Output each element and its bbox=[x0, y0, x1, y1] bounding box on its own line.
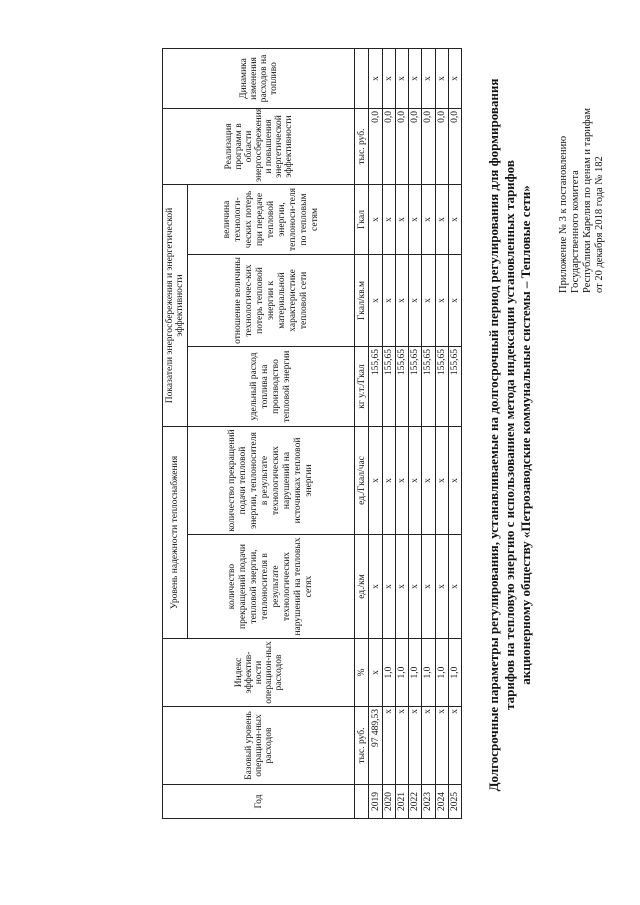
table-row bbox=[448, 48, 461, 818]
header-col-2: Индекс эффектив-ности операцион-ных расходов bbox=[163, 639, 355, 707]
data-cell: 155,65 bbox=[422, 346, 435, 426]
data-cell: 155,65 bbox=[435, 346, 448, 426]
data-cell: x bbox=[369, 184, 382, 254]
parameters-table bbox=[162, 48, 462, 819]
data-cell: x bbox=[369, 426, 382, 534]
year-cell: 2022 bbox=[409, 785, 422, 819]
data-cell: x bbox=[448, 707, 461, 785]
title-line: акционерному обществу «Петрозаводские коммунальные системы – Тепловые сети» bbox=[518, 185, 533, 685]
data-cell: x bbox=[395, 426, 408, 534]
title-line: тарифов на тепловую энергию с использованием метода индексации установленных тарифов bbox=[502, 160, 517, 710]
header-col-5: удельный расход топлива на производство тепловой энергии bbox=[188, 346, 355, 426]
data-cell: x bbox=[448, 48, 461, 108]
header-col-7: величина технологи-ческих потерь при передаче тепловой энергии, теплоноси-теля по тепловым сетям bbox=[188, 184, 355, 254]
data-cell: x bbox=[409, 426, 422, 534]
data-cell: x bbox=[435, 426, 448, 534]
data-cell: x bbox=[422, 254, 435, 346]
unit-cell: Гкал bbox=[355, 184, 369, 254]
data-cell: 0,0 bbox=[435, 108, 448, 184]
table-row bbox=[369, 48, 382, 818]
year-cell: 2025 bbox=[448, 785, 461, 819]
data-cell: x bbox=[422, 48, 435, 108]
data-cell: 155,65 bbox=[382, 346, 395, 426]
data-cell: x bbox=[395, 254, 408, 346]
data-cell: x bbox=[435, 254, 448, 346]
data-cell: 0,0 bbox=[448, 108, 461, 184]
data-cell: x bbox=[395, 48, 408, 108]
unit-cell: % bbox=[355, 639, 369, 707]
header-group-row bbox=[163, 48, 188, 818]
unit-cell: Гкал/кв.м bbox=[355, 254, 369, 346]
data-cell: x bbox=[435, 707, 448, 785]
data-cell: x bbox=[435, 535, 448, 639]
data-cell: x bbox=[409, 48, 422, 108]
data-cell: x bbox=[409, 254, 422, 346]
year-cell: 2019 bbox=[369, 785, 382, 819]
data-cell: x bbox=[382, 535, 395, 639]
document-title bbox=[486, 55, 534, 815]
data-cell: x bbox=[369, 48, 382, 108]
data-cell: x bbox=[395, 184, 408, 254]
data-cell: x bbox=[369, 535, 382, 639]
table-row bbox=[395, 48, 408, 818]
unit-cell: тыс. руб. bbox=[355, 707, 369, 785]
data-cell: 97 489,53 bbox=[369, 707, 382, 785]
data-cell: x bbox=[409, 535, 422, 639]
table-body bbox=[369, 48, 462, 818]
data-cell: x bbox=[448, 184, 461, 254]
data-cell: 0,0 bbox=[369, 108, 382, 184]
data-cell: x bbox=[409, 707, 422, 785]
year-cell: 2020 bbox=[382, 785, 395, 819]
unit-cell: кг у.т./Гкал bbox=[355, 346, 369, 426]
data-cell: 1,0 bbox=[395, 639, 408, 707]
units-row bbox=[355, 48, 369, 818]
data-cell: x bbox=[382, 48, 395, 108]
data-cell: 0,0 bbox=[409, 108, 422, 184]
data-cell: 0,0 bbox=[395, 108, 408, 184]
data-cell: 155,65 bbox=[369, 346, 382, 426]
data-cell: 1,0 bbox=[448, 639, 461, 707]
data-cell: 155,65 bbox=[395, 346, 408, 426]
approval-line: Приложение № 3 к постановлению bbox=[558, 135, 569, 293]
header-col-8: Реализация программ в области энергосбережения и повышения энергетической эффективности bbox=[163, 108, 355, 184]
data-cell: x bbox=[422, 426, 435, 534]
header-group-reliability: Уровень надежности теплоснабжения bbox=[163, 426, 188, 638]
data-cell: x bbox=[382, 254, 395, 346]
data-cell: x bbox=[382, 426, 395, 534]
year-cell: 2021 bbox=[395, 785, 408, 819]
unit-cell bbox=[355, 48, 369, 108]
data-cell: x bbox=[448, 254, 461, 346]
header-col-4: количество прекращений подачи тепловой энергии, теплоносителя в результате технологических нарушений на источниках тепловой энергии bbox=[188, 426, 355, 534]
data-cell: x bbox=[435, 48, 448, 108]
header-col-9: Динамика изменения расходов на топливо bbox=[163, 48, 355, 108]
data-cell: x bbox=[382, 184, 395, 254]
data-cell: 1,0 bbox=[382, 639, 395, 707]
data-cell: x bbox=[369, 639, 382, 707]
data-cell: 155,65 bbox=[448, 346, 461, 426]
data-cell: x bbox=[422, 184, 435, 254]
data-cell: x bbox=[448, 535, 461, 639]
header-year: Год bbox=[163, 785, 355, 819]
data-cell: x bbox=[422, 535, 435, 639]
header-col-3: количество прекращений подачи тепловой энергии, теплоносителя в результате технологических нарушений на тепловых сетях bbox=[188, 535, 355, 639]
approval-line: Республики Карелия по ценам и тарифам bbox=[582, 108, 593, 293]
year-cell: 2023 bbox=[422, 785, 435, 819]
year-cell: 2024 bbox=[435, 785, 448, 819]
data-cell: x bbox=[369, 254, 382, 346]
approval-line: от 20 декабря 2018 года № 182 bbox=[594, 156, 605, 293]
data-cell: x bbox=[409, 184, 422, 254]
title-line: Долгосрочные параметры регулирования, устанавливаемые на долгосрочный период регулирования для формирования bbox=[486, 78, 501, 792]
unit-cell: тыс. руб. bbox=[355, 108, 369, 184]
header-col-6: отношение величины технологичес-ких потерь тепловой энергии к материальной характеристике тепловой сети bbox=[188, 254, 355, 346]
table-row bbox=[422, 48, 435, 818]
header-col-1: Базовый уровень операцион-ных расходов bbox=[163, 707, 355, 785]
data-cell: 0,0 bbox=[422, 108, 435, 184]
table-row bbox=[409, 48, 422, 818]
unit-cell: ед./км bbox=[355, 535, 369, 639]
data-cell: x bbox=[395, 707, 408, 785]
header-group-energy: Показатели энергосбережения и энергетической эффективности bbox=[163, 184, 188, 426]
data-cell: x bbox=[395, 535, 408, 639]
data-cell: x bbox=[382, 707, 395, 785]
approval-line: Государственного комитета bbox=[570, 170, 581, 293]
table-row bbox=[435, 48, 448, 818]
data-cell: x bbox=[448, 426, 461, 534]
data-cell: x bbox=[422, 707, 435, 785]
data-cell: 1,0 bbox=[409, 639, 422, 707]
approval-note bbox=[558, 53, 606, 293]
data-cell: 1,0 bbox=[435, 639, 448, 707]
data-cell: 155,65 bbox=[409, 346, 422, 426]
unit-cell: ед./Гкал/час bbox=[355, 426, 369, 534]
data-cell: 0,0 bbox=[382, 108, 395, 184]
data-cell: 1,0 bbox=[422, 639, 435, 707]
data-cell: x bbox=[435, 184, 448, 254]
table-row bbox=[382, 48, 395, 818]
